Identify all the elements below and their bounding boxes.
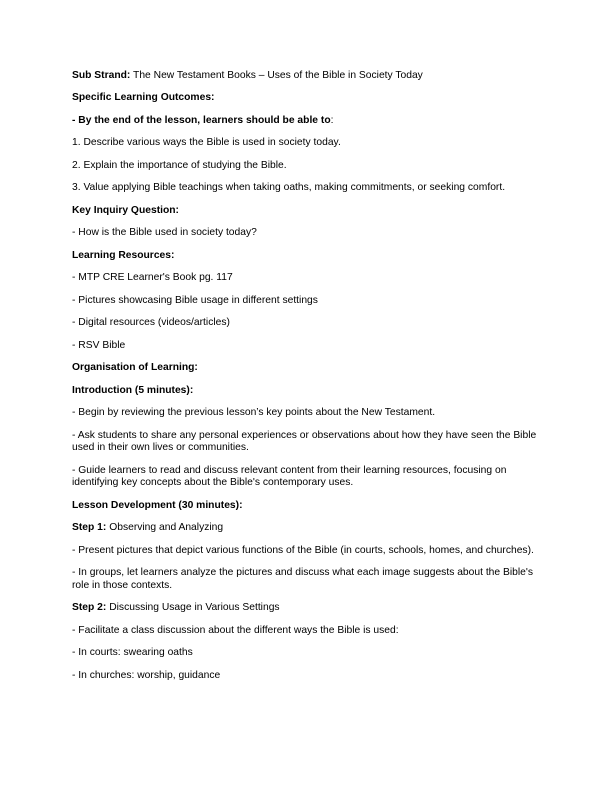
outcomes-intro-colon: : — [330, 114, 334, 126]
introduction-item-2: - Ask students to share any personal experiences or observations about how they have seen the Bible used in their own lives or communities. — [72, 429, 537, 454]
resource-item-3: - Digital resources (videos/articles) — [72, 317, 230, 329]
step-1-item-1: - Present pictures that depict various functions of the Bible (in courts, schools, homes, and churches). — [72, 544, 534, 556]
step-1-title: Observing and Analyzing — [106, 522, 224, 534]
document-page — [72, 70, 542, 692]
outcome-item-3: 3. Value applying Bible teachings when taking oaths, making commitments, or seeking comfort. — [72, 182, 506, 194]
key-inquiry-heading: Key Inquiry Question: — [72, 204, 179, 216]
introduction-item-3: - Guide learners to read and discuss relevant content from their learning resources, focusing on identifying key concepts about the Bible's contemporary uses. — [72, 464, 507, 489]
specific-outcomes-heading: Specific Learning Outcomes: — [72, 92, 215, 104]
introduction-item-1: - Begin by reviewing the previous lesson’s key points about the New Testament. — [72, 407, 436, 419]
step-2-title: Discussing Usage in Various Settings — [106, 602, 280, 614]
step-1-item-2: - In groups, let learners analyze the pictures and discuss what each image suggests about the Bible's role in those contexts. — [72, 567, 534, 591]
resource-item-2: - Pictures showcasing Bible usage in different settings — [72, 294, 318, 306]
step-2-item-2: - In courts: swearing oaths — [72, 647, 193, 659]
step-2-line — [72, 602, 542, 615]
sub-strand-label: Sub Strand: — [72, 70, 131, 81]
sub-strand-line — [72, 70, 542, 83]
step-2-item-3: - In churches: worship, guidance — [72, 669, 221, 681]
sub-strand-text: The New Testament Books – Uses of the Bible in Society Today — [130, 70, 423, 81]
outcome-item-2: 2. Explain the importance of studying the Bible. — [72, 159, 287, 171]
step-1-line — [72, 522, 542, 535]
learning-resources-heading: Learning Resources: — [72, 249, 175, 261]
introduction-heading: Introduction (5 minutes): — [72, 384, 194, 396]
step-2-label: Step 2: — [72, 602, 107, 614]
outcome-item-1: 1. Describe various ways the Bible is used in society today. — [72, 137, 341, 149]
step-2-item-1: - Facilitate a class discussion about the different ways the Bible is used: — [72, 624, 399, 636]
key-inquiry-question: - How is the Bible used in society today? — [72, 227, 257, 239]
lesson-development-heading: Lesson Development (30 minutes): — [72, 499, 243, 511]
outcomes-intro-text: - By the end of the lesson, learners should be able to — [72, 114, 331, 126]
outcomes-intro — [72, 115, 542, 128]
step-1-label: Step 1: — [72, 522, 107, 534]
resource-item-1: - MTP CRE Learner's Book pg. 117 — [72, 272, 233, 284]
resource-item-4: - RSV Bible — [72, 339, 126, 351]
organisation-heading: Organisation of Learning: — [72, 362, 198, 374]
